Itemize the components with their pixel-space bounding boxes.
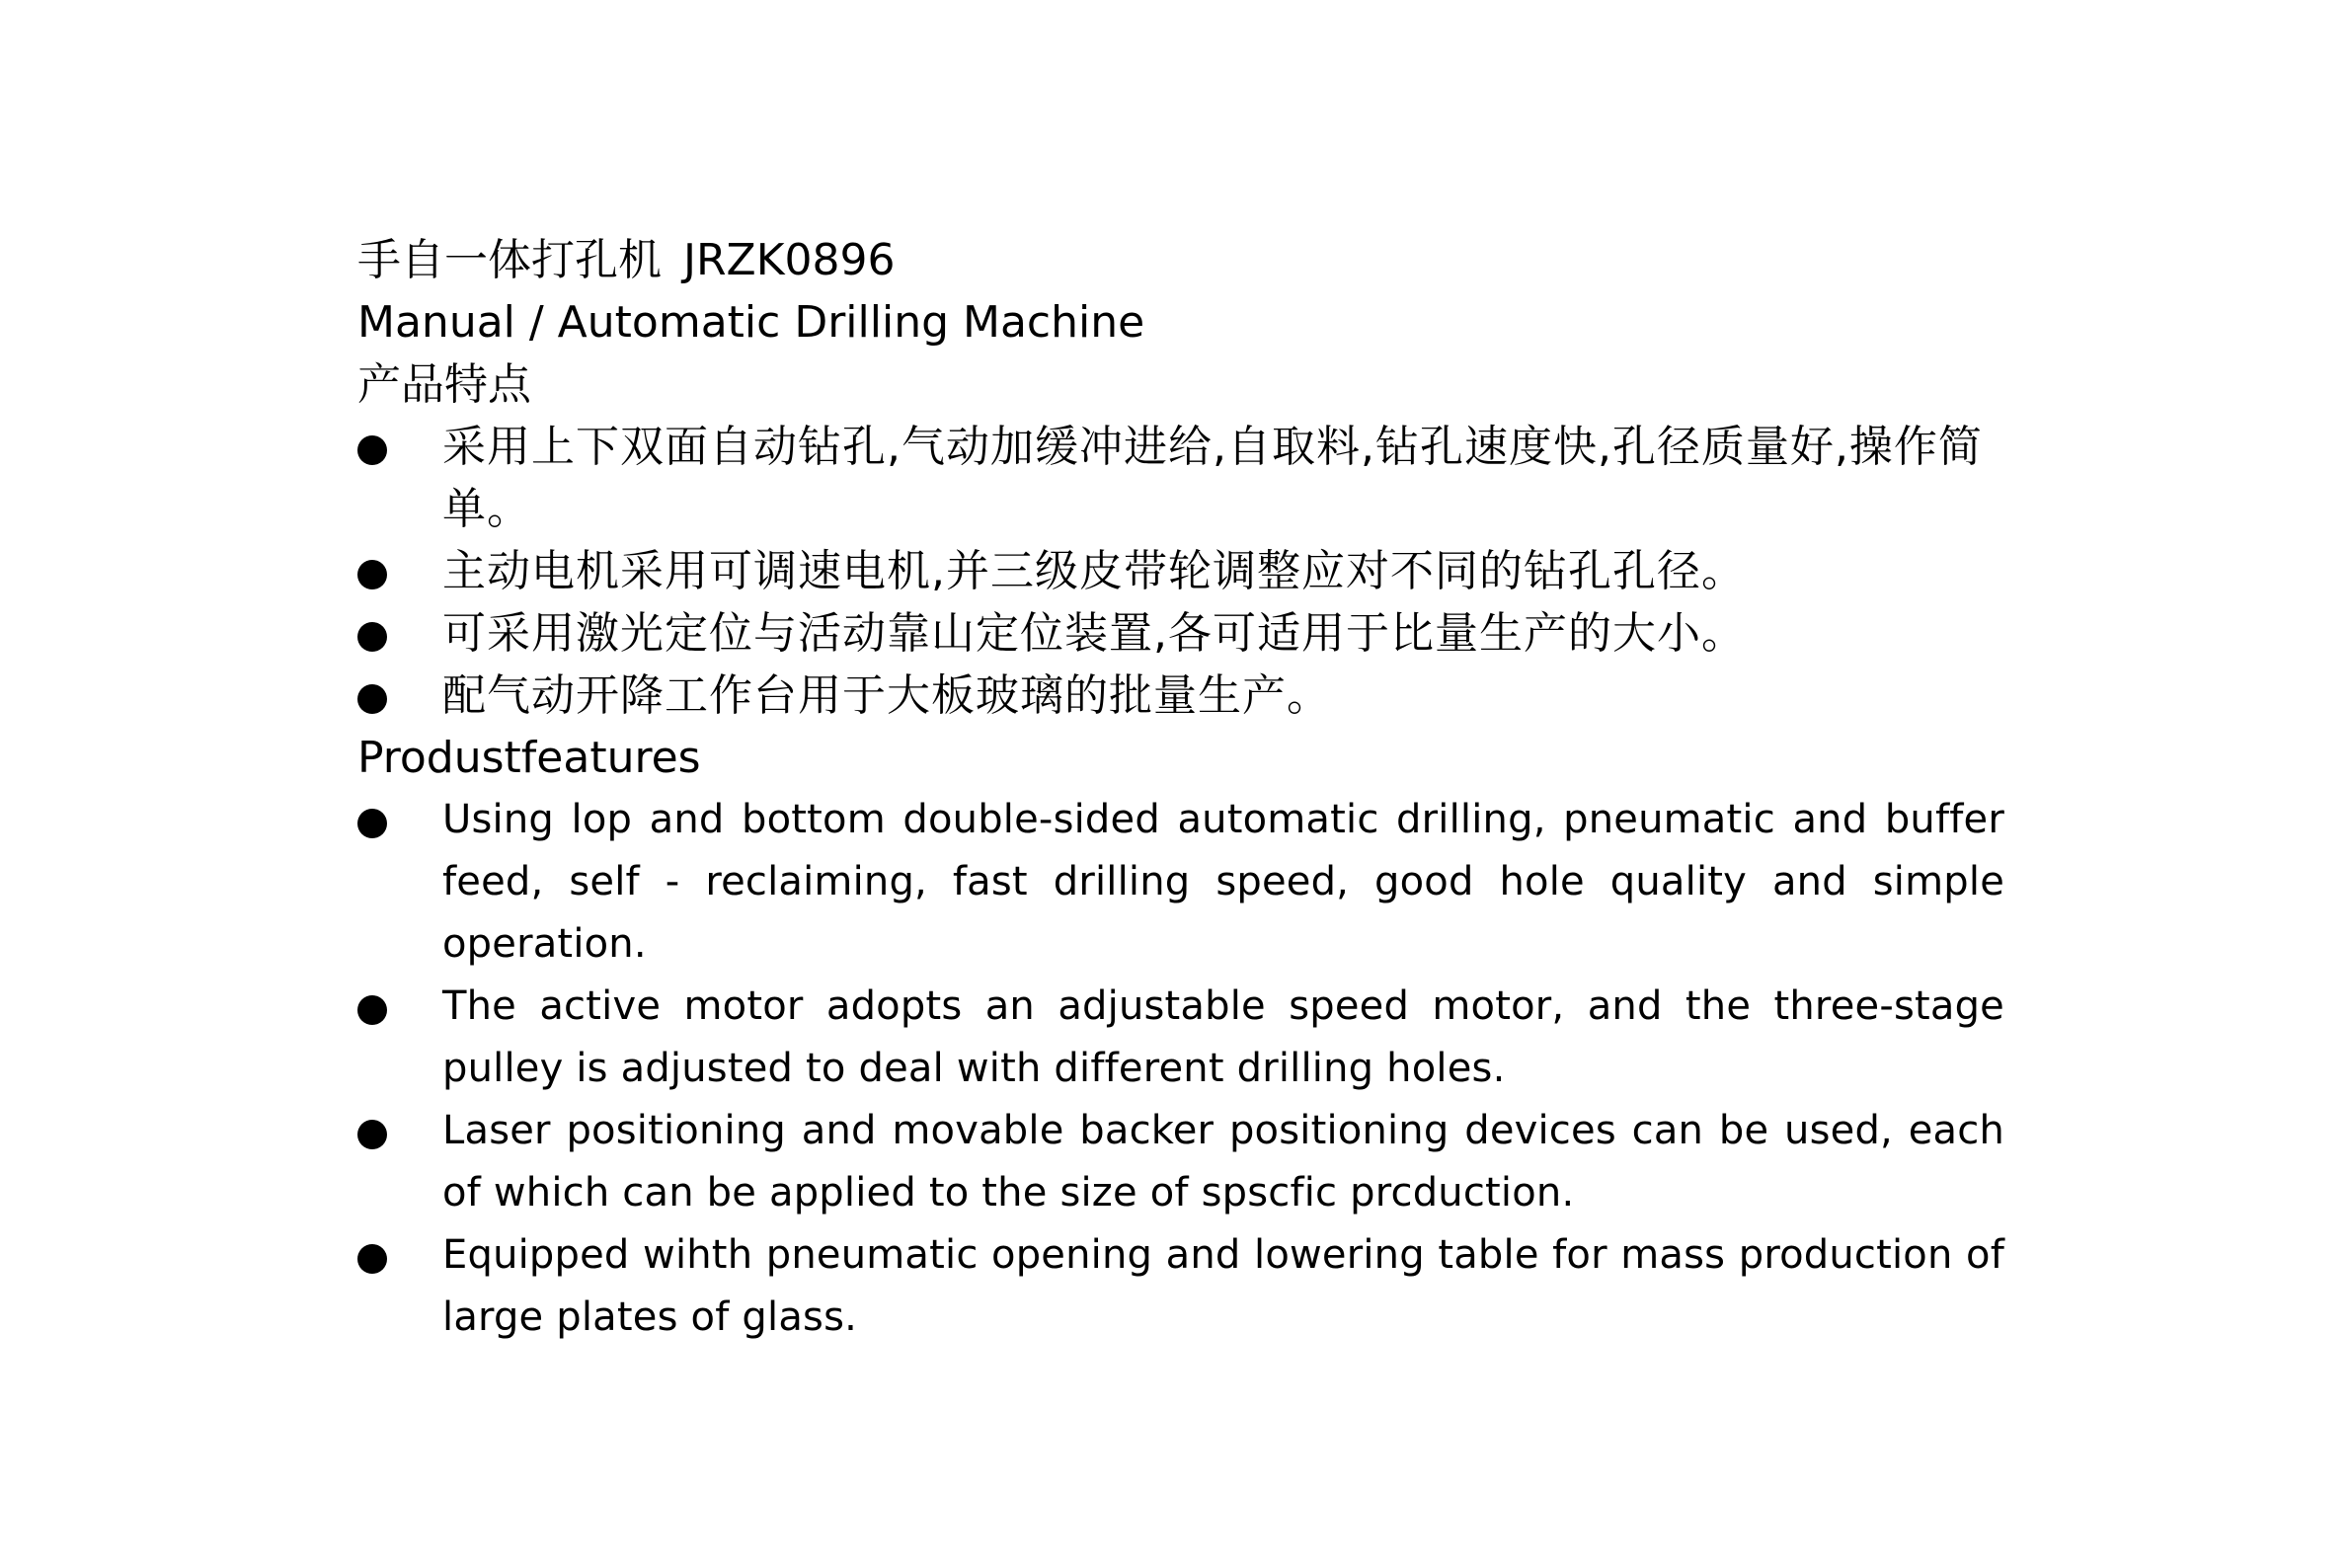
title-zh: 手自一体打孔机 <box>357 235 662 285</box>
bullet-icon <box>357 684 387 714</box>
en-feature-2: The active motor adopts an adjustable speed motor, and the three-stage pulley is adjusted to deal with different drilling holes. <box>442 983 2004 1091</box>
bullet-icon <box>357 622 387 652</box>
list-item <box>357 1100 2004 1224</box>
bullet-icon <box>357 560 387 589</box>
en-feature-3: Laser positioning and movable backer positioning devices can be used, each of which can be applied to the size of spscfic prcduction. <box>442 1108 2004 1215</box>
en-feature-4: Equipped wihth pneumatic opening and lowering table for mass production of large plates of glass. <box>442 1232 2004 1340</box>
bullet-icon <box>357 1244 387 1274</box>
title-line <box>357 229 2004 291</box>
bullet-icon <box>357 435 387 465</box>
zh-feature-3: 可采用激光定位与活动靠山定位装置,各可适用于比量生产的大小。 <box>442 608 1746 659</box>
zh-features-heading: 产品特点 <box>357 359 531 410</box>
subtitle: Manual / Automatic Drilling Machine <box>357 297 1145 348</box>
zh-feature-4: 配气动开降工作台用于大板玻璃的批量生产。 <box>442 670 1331 721</box>
zh-feature-1: 采用上下双面自动钻孔,气动加缓冲进给,自取料,钻孔速度快,孔径质量好,操作简单。 <box>442 422 1983 534</box>
zh-features-list <box>357 416 2004 727</box>
en-features-heading: Produstfeatures <box>357 733 701 783</box>
zh-feature-2: 主动电机采用可调速电机,并三级皮带轮调整应对不同的钻孔孔径。 <box>442 546 1746 596</box>
list-item <box>357 789 2004 976</box>
bullet-icon <box>357 809 387 838</box>
document-body <box>357 229 2004 1349</box>
list-item <box>357 665 2004 727</box>
list-item <box>357 602 2004 665</box>
list-item <box>357 540 2004 602</box>
en-feature-1: Using lop and bottom double-sided automatic drilling, pneumatic and buffer feed, self - reclaiming, fast drilling speed, good hole quality and simple operation. <box>442 797 2004 967</box>
list-item <box>357 976 2004 1100</box>
en-features-list <box>357 789 2004 1349</box>
bullet-icon <box>357 995 387 1025</box>
bullet-icon <box>357 1120 387 1149</box>
model-code: JRZK0896 <box>683 235 896 285</box>
list-item <box>357 1224 2004 1349</box>
list-item <box>357 416 2004 540</box>
